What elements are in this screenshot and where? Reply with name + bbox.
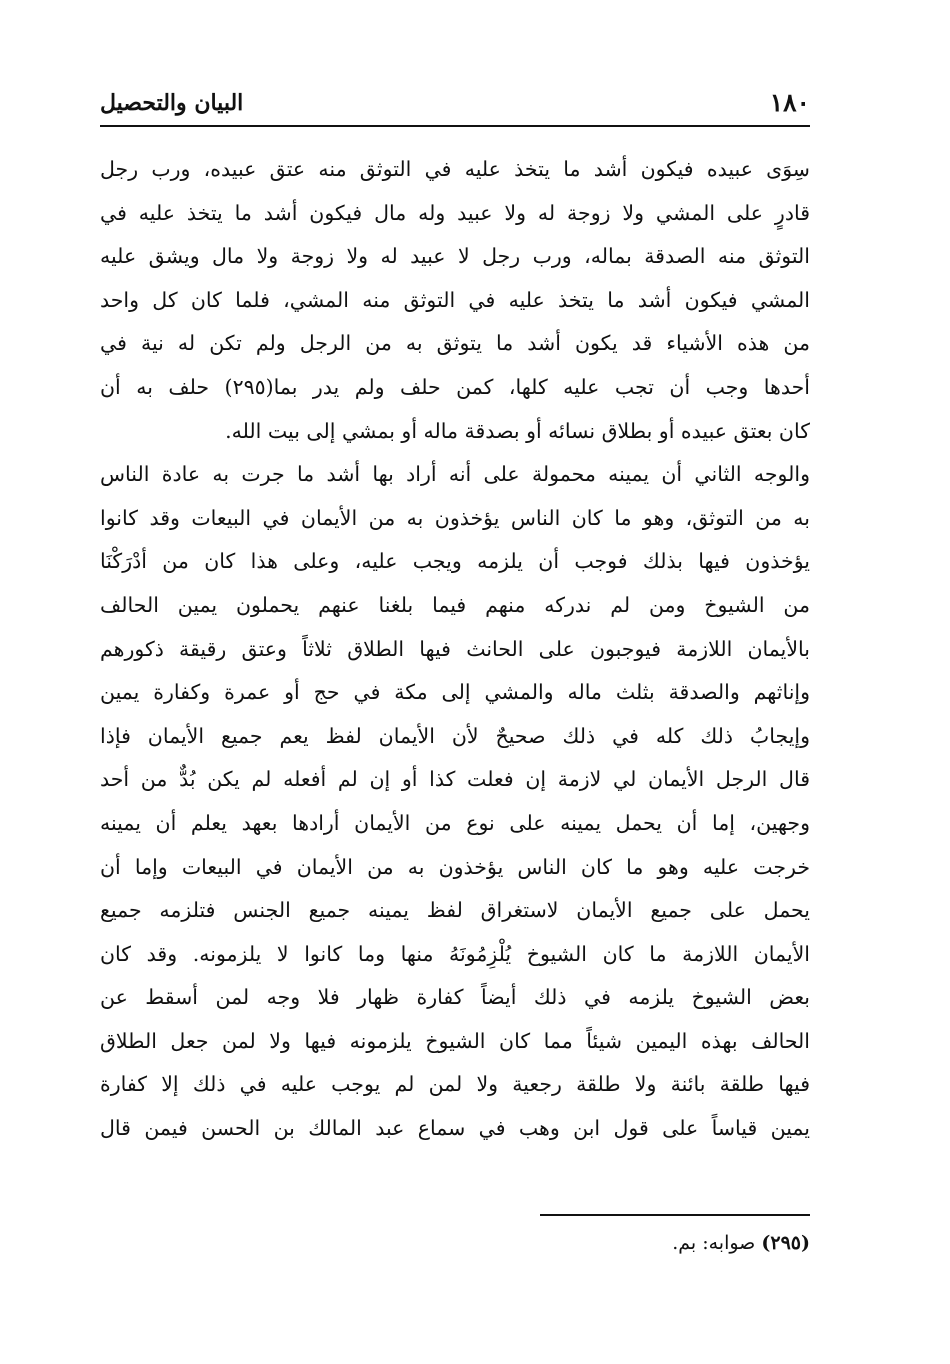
footnote bbox=[300, 1232, 810, 1254]
text-line: بعض الشيوخ يلزمه في ذلك أيضاً كفارة ظهار فلا وجه لمن أسقط عن bbox=[100, 985, 810, 1010]
text-line: به من التوثق، وهو ما كان الناس يؤخذون به من الأيمان في البيعات وقد كانوا bbox=[100, 505, 810, 530]
text-line: والوجه الثاني أن يمينه محمولة على أنه أراد بها أشد ما جرت به عادة الناس bbox=[100, 462, 810, 487]
text-line: بالأيمان اللازمة فيوجبون على الحانث فيها الطلاق ثلاثاً وعتق رقيقة ذكورهم bbox=[100, 636, 810, 661]
text-line: المشي فيكون أشد ما يتخذ عليه في التوثق منه المشي، فلما كان كل واحد bbox=[100, 287, 810, 312]
text-line: فيها طلقة بائنة ولا طلقة رجعية ولا لمن لم يوجب عليه في ذلك إلا كفارة bbox=[100, 1072, 810, 1097]
text-line: وإناثهم والصدقة بثلث ماله والمشي إلى مكة في حج أو عمرة وكفارة يمين bbox=[100, 680, 810, 705]
text-line: يؤخذون فيها بذلك فوجب أن يلزمه ويجب عليه، وعلى هذا كان من أدْرَكْنَا bbox=[100, 549, 810, 574]
text-line: كان بعتق عبيده أو بطلاق نسائه أو بصدقة ماله أو بمشي إلى بيت الله. bbox=[225, 418, 810, 443]
text-line: من الشيوخ ومن لم ندركه منهم فيما بلغنا عنهم يحملون يمين الحالف bbox=[100, 592, 810, 617]
text-line: قال الرجل الأيمان لي لازمة إن فعلت كذا أو إن لم أفعله لم يكن بُدٌّ من أحد bbox=[100, 767, 810, 792]
footnote-divider bbox=[540, 1214, 810, 1216]
page-number: ١٨٠ bbox=[769, 88, 810, 117]
body-text bbox=[100, 148, 810, 1151]
text-line: قادرٍ على المشي ولا زوجة له ولا عبيد وله مال فيكون أشد ما يتخذ عليه في bbox=[100, 200, 810, 225]
text-line: التوثق منه الصدقة بماله، ورب رجل لا عبيد له ولا زوجة ولا مال ويشق عليه bbox=[100, 244, 810, 269]
page-header bbox=[100, 88, 810, 122]
text-line: خرجت عليه وهو ما كان الناس يؤخذون به من الأيمان في البيعات وإما أن bbox=[100, 854, 810, 879]
footnote-number: (٢٩٥) bbox=[761, 1232, 810, 1254]
running-title: البيان والتحصيل bbox=[100, 90, 244, 116]
text-line: وجهين، إما أن يحمل يمينه على نوع من الأيمان أرادها بعهد يعلم أن يمينه bbox=[100, 810, 810, 835]
text-line: سِوَى عبيده فيكون أشد ما يتخذ عليه في التوثق منه عتق عبيده، ورب رجل bbox=[100, 157, 810, 181]
text-line: الأيمان اللازمة ما كان الشيوخ يُلْزِمُونَهُ منها وما كانوا لا يلزمونه. وقد كان bbox=[100, 941, 810, 966]
text-line: يحمل على جميع الأيمان لاستغراق لفظ يمينه جميع الجنس فتلزمه جميع bbox=[100, 898, 810, 923]
footnote-text: صوابه: بم. bbox=[672, 1232, 756, 1254]
header-divider bbox=[100, 125, 810, 127]
text-line: الحالف بهذه اليمين شيئاً مما كان الشيوخ يلزمونه فيها ولا لمن جعل الطلاق bbox=[100, 1028, 810, 1053]
text-line: من هذه الأشياء قد يكون أشد ما يتوثق به من الرجل ولم تكن له نية في bbox=[100, 331, 810, 356]
text-line: وإيجابُ ذلك كله في ذلك صحيحٌ لأن الأيمان لفظ يعم جميع الأيمان فإذا bbox=[100, 723, 810, 748]
text-line: يمين قياساً على قول ابن وهب في سماع عبد المالك بن الحسن فيمن قال bbox=[100, 1116, 810, 1141]
text-line: أحدها وجب أن تجب عليه كلها، كمن حلف ولم يدر بما(٢٩٥) حلف به أن bbox=[100, 374, 810, 399]
